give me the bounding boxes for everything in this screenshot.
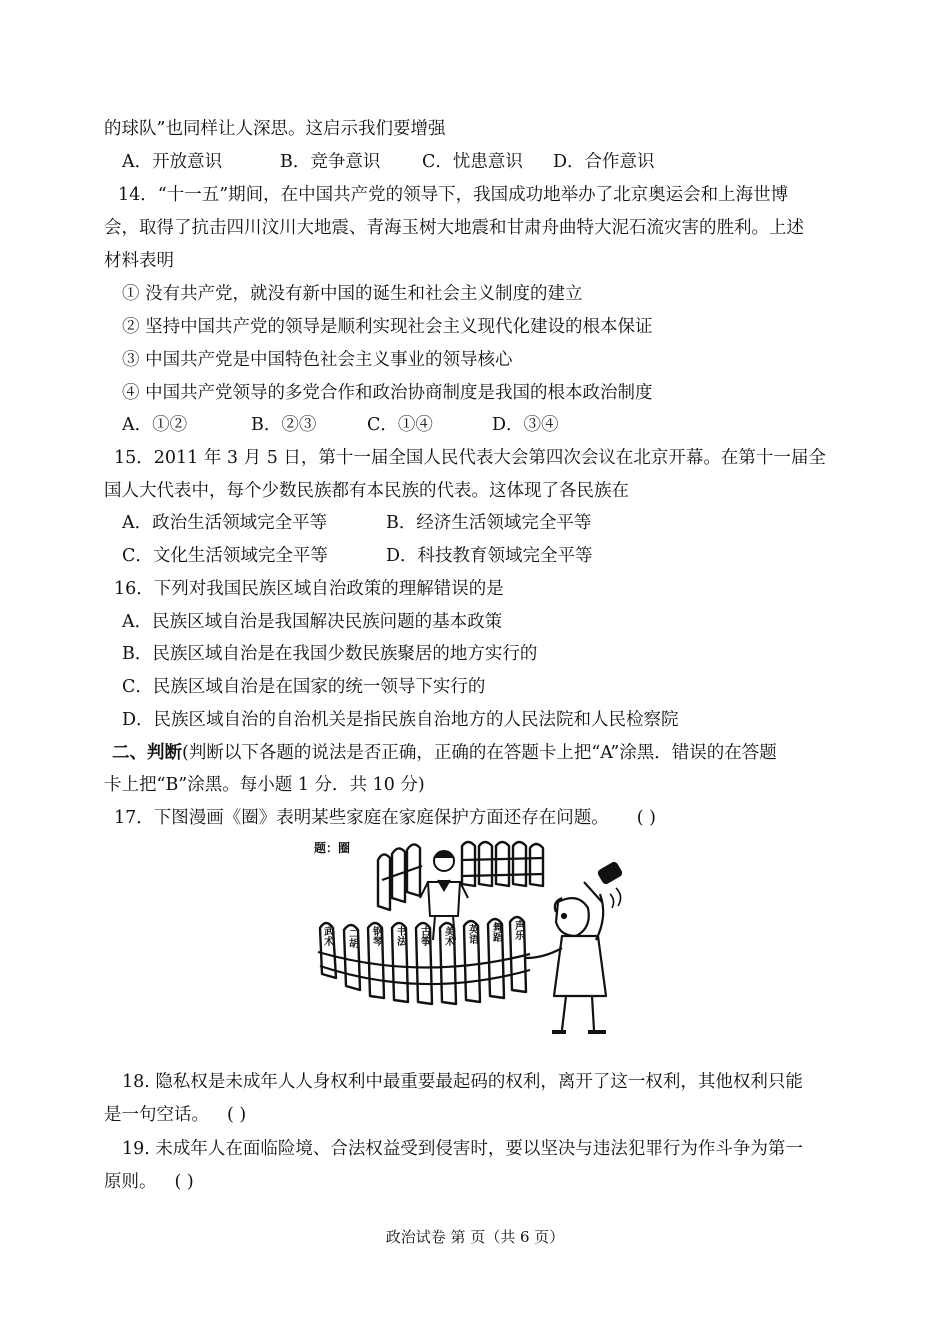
q16-option-c: C．民族区域自治是在国家的统一领导下实行的 [122, 677, 486, 697]
section2-instructions-line2: 卡上把“B”涂黑。每小题 1 分．共 10 分) [104, 775, 425, 795]
section2-heading [112, 742, 777, 764]
q16-option-a: A．民族区域自治是我国解决民族问题的基本政策 [122, 612, 503, 632]
q14-item-1: ① 没有共产党，就没有新中国的诞生和社会主义制度的建立 [122, 284, 583, 304]
plank-label: 武术 [321, 926, 333, 946]
plank-label: 美术 [442, 926, 454, 946]
q14-option-d: D．③④ [492, 415, 559, 435]
q13-option-c: C．忧患意识 [422, 152, 523, 172]
q15-option-d: D．科技教育领域完全平等 [386, 546, 593, 566]
section2-instructions-line1: (判断以下各题的说法是否正确，正确的在答题卡上把“A”涂黑．错误的在答题 [182, 743, 777, 763]
plank-label: 二胡 [346, 928, 358, 948]
q14-item-2: ② 坚持中国共产党的领导是顺利实现社会主义现代化建设的根本保证 [122, 317, 653, 337]
q16-stem: 16．下列对我国民族区域自治政策的理解错误的是 [114, 579, 504, 599]
q13-options [122, 151, 655, 173]
q14-stem-line2: 会，取得了抗击四川汶川大地震、青海玉树大地震和甘肃舟曲特大泥石流灾害的胜利。上述 [104, 218, 804, 238]
q18-line1: 18. 隐私权是未成年人人身权利中最重要最起码的权利，离开了这一权利，其他权利只能 [122, 1072, 803, 1092]
q14-option-a: A．①② [122, 415, 188, 435]
cartoon-title: 题：圈 [314, 841, 351, 855]
q13-option-b: B．竞争意识 [280, 152, 381, 172]
q19-line2: 原则。 [104, 1172, 157, 1192]
plank-label: 英语 [466, 924, 478, 944]
q14-options [122, 414, 559, 436]
q15-option-a: A．政治生活领域完全平等 [122, 513, 328, 533]
q14-option-c: C．①④ [367, 415, 433, 435]
q16-option-b: B．民族区域自治是在我国少数民族聚居的地方实行的 [122, 644, 538, 664]
q15-options-row2 [122, 545, 593, 567]
q19-line2-row [104, 1171, 194, 1193]
cartoon-illustration [312, 836, 624, 1040]
q13-option-d: D．合作意识 [553, 152, 655, 172]
q18-line2: 是一句空话。 [104, 1105, 209, 1125]
q14-item-3: ③ 中国共产党是中国特色社会主义事业的领导核心 [122, 350, 513, 370]
fence-back-planks [378, 842, 543, 910]
q15-stem-line1: 15．2011 年 3 月 5 日，第十一届全国人民代表大会第四次会议在北京开幕。在第十一届全 [114, 448, 826, 468]
q15-stem-line2: 国人大代表中，每个少数民族都有本民族的代表。这体现了各民族在 [104, 481, 629, 501]
q13-option-a: A．开放意识 [122, 152, 223, 172]
q16-option-d: D．民族区域自治的自治机关是指民族自治地方的人民法院和人民检察院 [122, 710, 679, 730]
q19-line1: 19. 未成年人在面临险境、合法权益受到侵害时，要以坚决与违法犯罪行为作斗争为第一 [122, 1139, 803, 1159]
plank-label: 声乐 [512, 920, 524, 940]
section2-title: 二、判断 [112, 743, 182, 763]
q14-stem-line3: 材料表明 [104, 251, 174, 271]
q15-options-row1 [122, 512, 591, 534]
q18-answer-paren: ( ) [227, 1105, 247, 1125]
plank-label: 古筝 [418, 926, 430, 946]
adult-figure-with-hammer [526, 862, 622, 1032]
q14-stem-line1: 14．“十一五”期间，在中国共产党的领导下，我国成功地举办了北京奥运会和上海世博 [118, 185, 789, 205]
plank-label: 书法 [394, 926, 406, 946]
q17-row [114, 807, 656, 829]
plank-label: 钢琴 [370, 926, 382, 946]
page-footer: 政治试卷 第 页（共 6 页） [385, 1228, 565, 1246]
q17-answer-paren: ( ) [636, 808, 656, 828]
q15-option-b: B．经济生活领域完全平等 [386, 513, 592, 533]
q18-line2-row [104, 1104, 246, 1126]
q13-stem-cont: 的球队”也同样让人深思。这启示我们要增强 [104, 119, 446, 139]
q15-option-c: C．文化生活领域完全平等 [122, 546, 328, 566]
plank-label: 舞蹈 [490, 922, 502, 942]
q14-option-b: B．②③ [251, 415, 317, 435]
q14-item-4: ④ 中国共产党领导的多党合作和政治协商制度是我国的根本政治制度 [122, 383, 653, 403]
q17-text: 17．下图漫画《圈》表明某些家庭在家庭保护方面还存在问题。 [114, 808, 609, 828]
q19-answer-paren: ( ) [174, 1172, 194, 1192]
